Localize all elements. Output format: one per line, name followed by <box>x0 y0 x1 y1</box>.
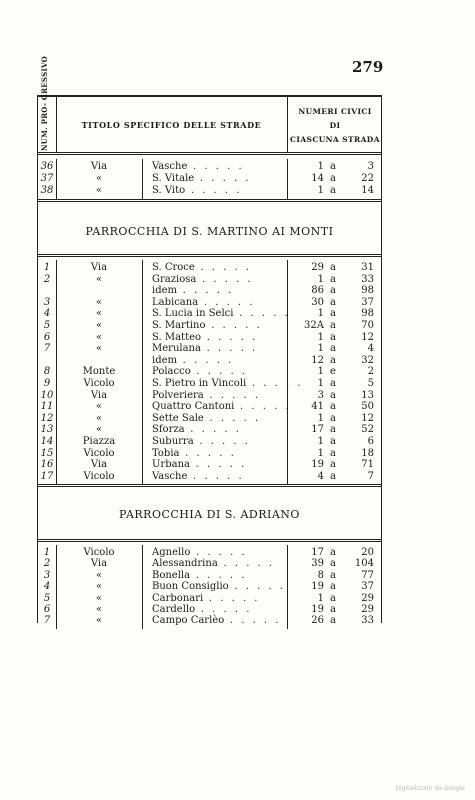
street-type: « <box>95 173 103 184</box>
table-row <box>38 604 381 615</box>
civic-from: 86 <box>311 285 324 297</box>
civic-to: 18 <box>361 447 374 459</box>
row-number: 10 <box>40 389 54 401</box>
row-number: 37 <box>40 173 54 184</box>
street-type: Via <box>90 262 108 273</box>
table-row <box>38 558 381 569</box>
civic-connector: a <box>330 447 336 459</box>
street-type: Vicolo <box>83 378 115 389</box>
civic-from: 1 <box>317 331 324 343</box>
civic-from: 30 <box>311 296 324 308</box>
civic-from: 17 <box>311 424 324 436</box>
street-type: Via <box>90 558 108 570</box>
street-type: Vicolo <box>83 447 115 459</box>
civic-connector: a <box>330 436 336 447</box>
table-row <box>38 593 381 604</box>
civic-to: 52 <box>361 424 374 436</box>
street-name: Quattro Cantoni . . . . . <box>152 401 292 413</box>
header-street-title: TITOLO SPECIFICO DELLE STRADE <box>56 97 288 152</box>
street-name: S. Matteo . . . . . <box>152 331 258 343</box>
civic-connector: a <box>330 273 336 285</box>
civic-from: 1 <box>317 436 324 447</box>
section-1 <box>38 205 381 484</box>
civic-from: 1 <box>317 412 324 424</box>
civic-to: 20 <box>361 547 374 558</box>
civic-connector: a <box>330 581 336 593</box>
table-row <box>38 320 381 331</box>
leader-dots: . . . . . <box>194 173 251 184</box>
street-name: Buon Consiglio . . . . . <box>152 581 286 593</box>
civic-to: 12 <box>361 331 374 343</box>
civic-connector: a <box>330 401 336 413</box>
civic-from: 12 <box>311 354 324 366</box>
civic-to: 3 <box>367 161 374 172</box>
street-name: Polveriera . . . . . <box>152 389 261 401</box>
street-name: idem . . . . . <box>152 285 234 297</box>
civic-to: 104 <box>354 558 374 570</box>
civic-from: 39 <box>311 558 324 570</box>
leader-dots: . . . . . <box>228 581 286 593</box>
row-number: 6 <box>43 604 51 615</box>
table-row <box>38 262 381 273</box>
street-type: Monte <box>82 366 116 378</box>
civic-from: 4 <box>317 470 324 482</box>
street-type: « <box>95 273 103 285</box>
civic-from: 3 <box>317 389 324 401</box>
row-number: 2 <box>43 558 51 570</box>
street-type: « <box>95 604 103 615</box>
civic-connector: a <box>330 470 336 482</box>
civic-connector: a <box>330 331 336 343</box>
civic-from: 32A <box>304 320 324 331</box>
street-type: Piazza <box>82 436 116 447</box>
street-name: idem . . . . . <box>152 354 234 366</box>
leader-dots: . . . . . <box>217 558 275 570</box>
civic-to: 33 <box>361 615 374 627</box>
leader-dots: . . . . . <box>233 308 291 320</box>
header-civic-numbers <box>287 105 383 147</box>
row-number: 11 <box>40 401 54 413</box>
row-number: 36 <box>40 161 54 172</box>
civic-connector: a <box>330 320 336 331</box>
leader-dots: . . . . . <box>246 378 304 389</box>
header-progressive-label: NUM. PRO- GRESSIVO <box>40 55 49 151</box>
header-progressive-col <box>38 55 57 152</box>
civic-from: 19 <box>311 581 324 593</box>
row-number: 4 <box>43 308 51 320</box>
street-name: Sette Sale . . . . . <box>152 412 261 424</box>
street-name: S. Lucia in Selci . . . . . <box>152 308 291 320</box>
street-type: « <box>95 320 103 331</box>
row-number: 3 <box>43 569 51 581</box>
civic-to: 50 <box>361 401 374 413</box>
digitization-watermark: Digitalizzato da Google <box>395 785 465 792</box>
leader-dots: . . . . . <box>179 447 237 459</box>
leader-dots: . . . . . <box>195 604 252 615</box>
street-type: « <box>95 308 103 320</box>
street-name: Alessandrina . . . . . <box>152 558 275 570</box>
table-row <box>38 424 381 435</box>
row-number: 8 <box>43 366 51 378</box>
civic-from: 26 <box>311 615 324 627</box>
leader-dots: . . . . . <box>224 615 282 627</box>
street-type: Via <box>90 459 108 471</box>
civic-to: 32 <box>361 354 374 366</box>
row-number: 14 <box>40 436 54 447</box>
street-name: Graziosa . . . . . <box>152 273 254 285</box>
civic-to: 7 <box>367 470 374 482</box>
street-type: « <box>95 615 103 627</box>
leader-dots: . . . . . <box>177 354 234 366</box>
civic-from: 17 <box>311 547 324 558</box>
civic-to: 71 <box>361 459 374 471</box>
leader-dots: . . . . . <box>185 185 242 196</box>
row-number: 6 <box>43 331 51 343</box>
civic-connector: a <box>330 285 336 297</box>
section-bottom-rule <box>38 199 381 202</box>
street-name: S. Vito . . . . . <box>152 185 242 196</box>
street-type: « <box>95 424 103 436</box>
street-name: Merulana . . . . . <box>152 343 258 355</box>
section-2 <box>38 487 381 629</box>
civic-from: 1 <box>317 592 324 604</box>
civic-from: 14 <box>311 173 324 184</box>
civic-to: 33 <box>361 273 374 285</box>
street-name: Campo Carlèo . . . . . <box>152 615 282 627</box>
civic-to: 98 <box>361 308 374 320</box>
row-number: 7 <box>43 343 51 355</box>
table-row <box>38 436 381 447</box>
leader-dots: . . . . . <box>189 459 247 471</box>
row-number: 7 <box>43 615 51 627</box>
table-row <box>38 185 381 196</box>
civic-from: 1 <box>317 366 324 378</box>
street-name: Carbonari . . . . . <box>152 592 260 604</box>
street-name: Sforza . . . . . <box>152 424 242 436</box>
civic-connector: a <box>330 604 336 615</box>
table-row <box>38 274 381 285</box>
leader-dots: . . . . . <box>203 592 260 604</box>
row-number: 2 <box>43 273 51 285</box>
civic-from: 1 <box>317 378 324 389</box>
street-name: Bonella . . . . . <box>152 569 247 581</box>
civic-connector: a <box>330 354 336 366</box>
civic-to: 37 <box>361 296 374 308</box>
table-row <box>38 615 381 626</box>
civic-to: 4 <box>367 343 374 355</box>
civic-connector: a <box>330 412 336 424</box>
civic-connector: a <box>330 296 336 308</box>
street-type: « <box>95 569 103 581</box>
leader-dots: . . . . . <box>177 285 234 297</box>
civic-to: 37 <box>361 581 374 593</box>
street-type: Via <box>90 161 108 172</box>
civic-to: 2 <box>367 366 374 378</box>
civic-from: 8 <box>317 569 324 581</box>
leader-dots: . . . . . <box>200 343 258 355</box>
civic-from: 19 <box>311 459 324 471</box>
civic-from: 41 <box>311 401 324 413</box>
leader-dots: . . . . . <box>190 547 248 558</box>
street-type: « <box>95 401 103 413</box>
civic-connector: a <box>330 569 336 581</box>
street-type: Vicolo <box>83 470 115 482</box>
civic-connector: a <box>330 615 336 627</box>
table-row <box>38 401 381 412</box>
street-name: Suburra . . . . . <box>152 436 251 447</box>
street-name: Labicana . . . . . <box>152 296 255 308</box>
street-name: Vasche . . . . . <box>152 161 245 172</box>
table-row <box>38 366 381 377</box>
table-row <box>38 297 381 308</box>
civic-to: 29 <box>361 604 374 615</box>
table-row <box>38 308 381 319</box>
civic-connector: a <box>330 173 336 184</box>
leader-dots: . . . . . <box>198 296 255 308</box>
section-title: PARROCCHIA DI S. ADRIANO <box>119 508 300 521</box>
table-row <box>38 332 381 343</box>
civic-from: 29 <box>311 262 324 273</box>
civic-connector: a <box>330 558 336 570</box>
section-0 <box>38 159 381 199</box>
table-row <box>38 413 381 424</box>
street-name: Agnello . . . . . <box>152 547 248 558</box>
civic-to: 13 <box>361 389 374 401</box>
civic-connector: a <box>330 547 336 558</box>
civic-connector: a <box>330 459 336 471</box>
row-number: 16 <box>40 459 54 471</box>
civic-to: 98 <box>361 285 374 297</box>
street-name: S. Vitale . . . . . <box>152 173 251 184</box>
leader-dots: . . . . . <box>190 569 247 581</box>
civic-to: 70 <box>361 320 374 331</box>
civic-to: 22 <box>361 173 374 184</box>
civic-from: 1 <box>317 447 324 459</box>
row-number: 13 <box>40 424 54 436</box>
row-number: 17 <box>40 470 54 482</box>
row-number: 15 <box>40 447 54 459</box>
row-number: 9 <box>43 378 51 389</box>
street-type: « <box>95 592 103 604</box>
civic-connector: a <box>330 343 336 355</box>
leader-dots: . . . . . <box>187 470 245 482</box>
civic-to: 14 <box>361 185 374 196</box>
table-row <box>38 173 381 184</box>
leader-dots: . . . . . <box>196 273 254 285</box>
civic-to: 12 <box>361 412 374 424</box>
table-row <box>38 459 381 470</box>
civic-to: 5 <box>367 378 374 389</box>
row-number: 4 <box>43 581 51 593</box>
table-row <box>38 471 381 482</box>
table-row <box>38 161 381 172</box>
street-type: Vicolo <box>83 547 115 558</box>
header-civic-line2: DI <box>329 121 341 130</box>
table-row <box>38 343 381 354</box>
street-type: « <box>95 343 103 355</box>
leader-dots: . . . . . <box>193 436 251 447</box>
civic-to: 29 <box>361 592 374 604</box>
table-row <box>38 378 381 389</box>
table-row <box>38 547 381 558</box>
civic-connector: a <box>330 424 336 436</box>
civic-to: 6 <box>367 436 374 447</box>
leader-dots: . . . . . <box>201 331 258 343</box>
street-name: S. Croce . . . . . <box>152 262 252 273</box>
leader-dots: . . . . . <box>203 412 261 424</box>
row-number: 5 <box>43 592 51 604</box>
civic-from: 19 <box>311 604 324 615</box>
civic-connector: a <box>330 592 336 604</box>
header-civic-line1: NUMERI CIVICI <box>298 107 372 116</box>
row-number: 12 <box>40 412 54 424</box>
street-name: Vasche . . . . . <box>152 470 245 482</box>
table-row <box>38 285 381 296</box>
row-number: 5 <box>43 320 51 331</box>
street-type: « <box>95 185 103 196</box>
row-number: 3 <box>43 296 51 308</box>
row-number: 38 <box>40 185 54 196</box>
civic-connector: a <box>330 389 336 401</box>
leader-dots: . . . . . <box>184 424 242 436</box>
section-title: PARROCCHIA DI S. MARTINO AI MONTI <box>85 224 334 238</box>
leader-dots: . . . . . <box>187 161 245 172</box>
civic-from: 1 <box>317 308 324 320</box>
leader-dots: . . . . . <box>205 320 263 331</box>
civic-connector: e <box>330 366 336 378</box>
civic-connector: a <box>330 378 336 389</box>
street-type: Via <box>90 389 108 401</box>
civic-connector: a <box>330 161 336 172</box>
section-title-rule <box>38 539 381 542</box>
civic-from: 1 <box>317 343 324 355</box>
street-type: « <box>95 581 103 593</box>
section-title-rule <box>38 254 381 257</box>
civic-connector: a <box>330 262 336 273</box>
street-type: « <box>95 296 103 308</box>
street-name: Cardello . . . . . <box>152 604 252 615</box>
table-row <box>38 581 381 592</box>
street-type: « <box>95 412 103 424</box>
row-number: 1 <box>43 262 51 273</box>
page-number: 279 <box>352 58 384 76</box>
civic-connector: a <box>330 185 336 196</box>
civic-to: 31 <box>361 262 374 273</box>
leader-dots: . . . . . <box>190 366 248 378</box>
street-name: S. Pietro in Vincoli . . . . . <box>152 378 304 389</box>
civic-from: 1 <box>317 161 324 172</box>
street-type: « <box>95 331 103 343</box>
street-name: S. Martino . . . . . <box>152 320 263 331</box>
street-name: Polacco . . . . . <box>152 366 248 378</box>
table-row <box>38 390 381 401</box>
civic-connector: a <box>330 308 336 320</box>
civic-from: 1 <box>317 273 324 285</box>
table-row <box>38 570 381 581</box>
table-row <box>38 355 381 366</box>
header-civic-line3: CIASCUNA STRADA <box>290 135 380 144</box>
street-name: Tobia . . . . . <box>152 447 237 459</box>
table-row <box>38 448 381 459</box>
leader-dots: . . . . . <box>194 262 252 273</box>
street-name: Urbana . . . . . <box>152 459 247 471</box>
civic-to: 77 <box>361 569 374 581</box>
leader-dots: . . . . . <box>203 389 261 401</box>
row-number: 1 <box>43 547 51 558</box>
leader-dots: . . . . . <box>234 401 292 413</box>
civic-from: 1 <box>317 185 324 196</box>
